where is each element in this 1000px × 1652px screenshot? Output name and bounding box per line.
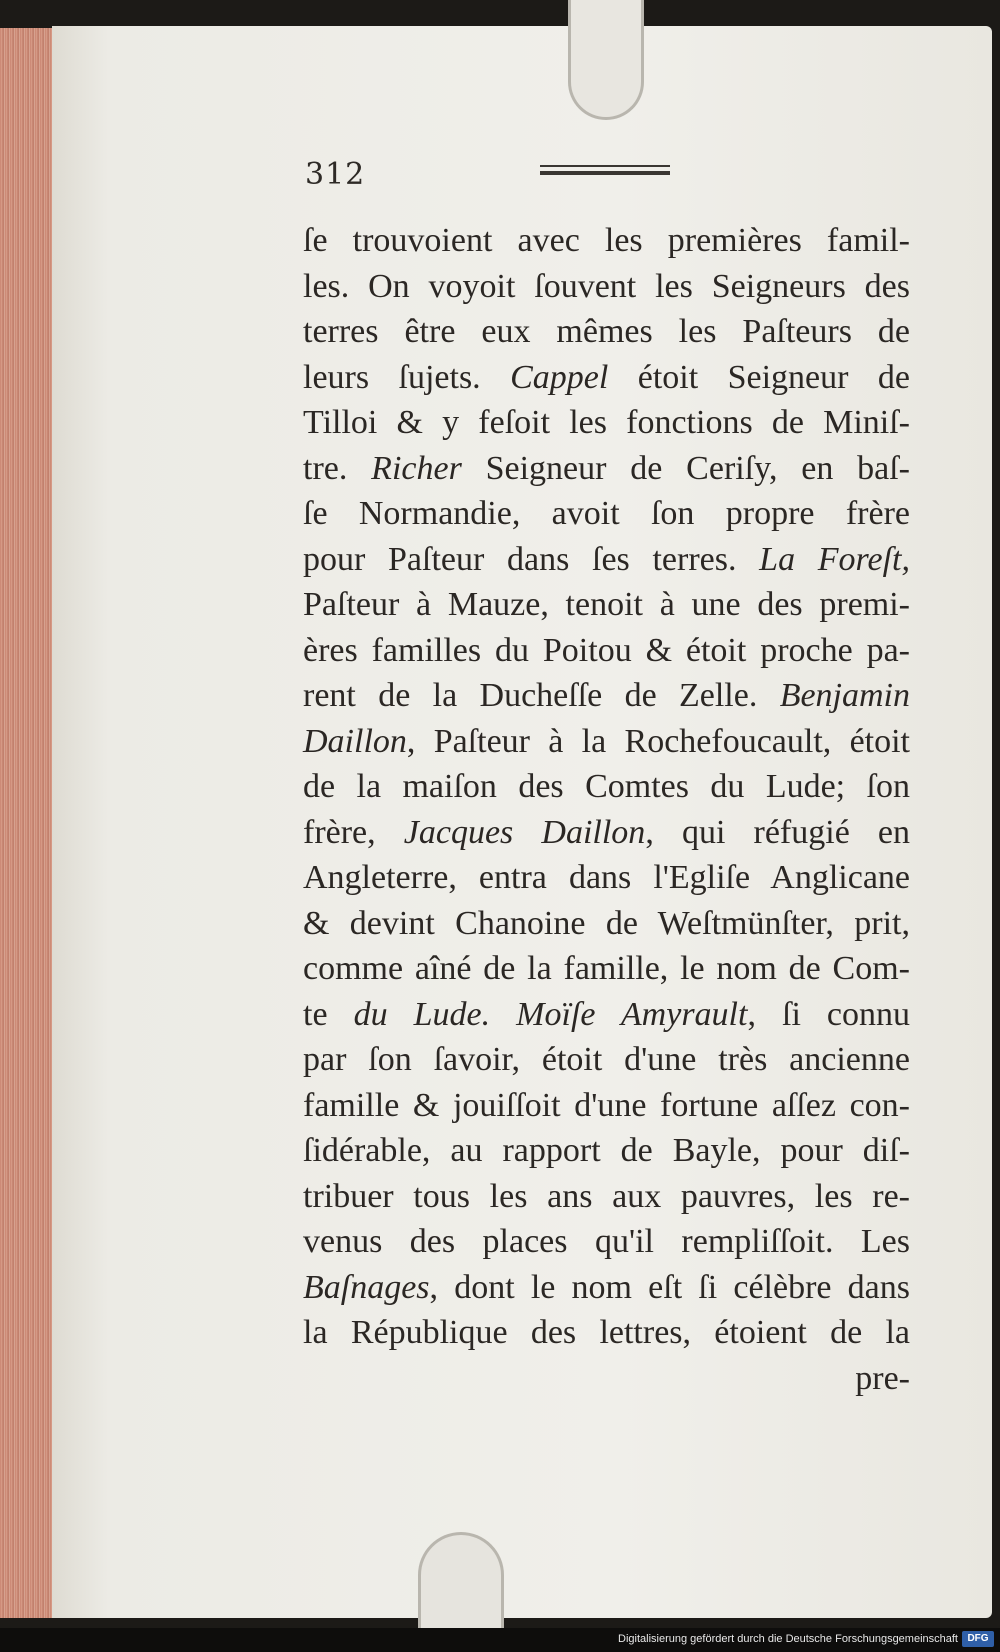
text-line [303, 264, 910, 310]
text-segment: étoit Seigneur de [608, 358, 910, 396]
text-line [303, 1310, 910, 1356]
text-line [303, 1128, 910, 1174]
text-segment: , ſi connu [747, 995, 911, 1033]
text-line [303, 1219, 910, 1265]
text-line [303, 537, 910, 583]
text-line [303, 218, 910, 264]
italic-name: du Lude. [353, 995, 491, 1033]
text-segment: , qui réfugié en [645, 813, 910, 851]
text-segment: tribuer tous les ans aux pauvres, les re- [303, 1177, 910, 1215]
text-line [303, 309, 910, 355]
text-segment: par ſon ſavoir, étoit d'une très ancienne [303, 1041, 910, 1078]
page-clip-top [568, 0, 644, 120]
text-segment [490, 996, 516, 1033]
text-segment: , Paſteur à la Rochefoucault, étoit [406, 722, 910, 760]
text-segment: Tilloi & y feſoit les fonctions de Miniſ- [303, 404, 910, 441]
text-line [303, 992, 910, 1038]
text-segment: , dont le nom eſt ſi célèbre dans [429, 1268, 910, 1306]
italic-name: Richer [371, 449, 462, 487]
text-segment: leurs ſujets. [303, 358, 511, 396]
body-text [303, 218, 910, 1401]
italic-name: Baſnages [303, 1268, 430, 1306]
text-segment: rent de la Ducheſſe de Zelle. [303, 677, 780, 714]
text-segment: pour Paſteur dans ſes terres. [303, 540, 760, 578]
italic-name: Cappel [510, 358, 609, 396]
text-segment: comme aîné de la famille, le nom de Com- [303, 950, 910, 987]
text-line [303, 764, 910, 810]
text-line [303, 1083, 910, 1129]
text-line [303, 1174, 910, 1220]
text-segment: Paſteur à Mauze, tenoit à une des premi- [303, 586, 910, 623]
text-line [303, 491, 910, 537]
italic-name: Jacques Daillon [403, 813, 646, 851]
italic-name: Benjamin [779, 677, 910, 714]
text-line [303, 1265, 910, 1311]
text-line [303, 855, 910, 901]
italic-name: La Foreſt, [759, 540, 910, 578]
text-segment: & devint Chanoine de Weſtmünſter, prit, [303, 904, 910, 942]
text-segment: famille & jouiſſoit d'une fortune aſſez con- [303, 1086, 910, 1124]
text-line [303, 901, 910, 947]
text-line [303, 719, 910, 765]
text-segment: les. On voyoit ſouvent les Seigneurs des [303, 267, 910, 305]
text-segment: ſe trouvoient avec les premières famil- [303, 222, 910, 259]
text-line [303, 1356, 910, 1402]
digitization-credit: Digitalisierung gefördert durch die Deutsche Forschungsgemeinschaft [618, 1633, 958, 1645]
text-line [303, 1037, 910, 1083]
dfg-logo: DFG [962, 1631, 994, 1647]
text-segment: la République des lettres, étoient de la [303, 1314, 910, 1351]
text-line [303, 355, 910, 401]
text-line [303, 810, 910, 856]
italic-name: Daillon [303, 722, 407, 760]
text-segment: Angleterre, entra dans l'Egliſe Anglicane [303, 859, 910, 896]
text-segment: de la maiſon des Comtes du Lude; ſon [303, 768, 910, 805]
text-segment: te [303, 995, 354, 1033]
text-line [303, 946, 910, 992]
header-rule [540, 165, 670, 175]
page-number: 312 [305, 157, 366, 192]
italic-name: Moïſe Amyrault [516, 995, 748, 1033]
text-segment: ſidérable, au rapport de Bayle, pour diſ- [303, 1132, 910, 1169]
text-line [303, 582, 910, 628]
text-segment: frère, [303, 813, 404, 851]
text-line [303, 400, 910, 446]
text-segment: ſe Normandie, avoit ſon propre frère [303, 495, 910, 532]
text-line [303, 628, 910, 674]
text-segment: ères familles du Poitou & étoit proche pa- [303, 631, 910, 669]
text-line [303, 446, 910, 492]
text-segment: venus des places qu'il rempliſſoit. Les [303, 1223, 910, 1260]
text-line [303, 673, 910, 719]
text-segment: pre- [855, 1359, 910, 1397]
text-segment: terres être eux mêmes les Paſteurs de [303, 313, 910, 350]
text-segment: Seigneur de Ceriſy, en baſ- [461, 449, 910, 487]
text-segment: tre. [303, 449, 372, 487]
